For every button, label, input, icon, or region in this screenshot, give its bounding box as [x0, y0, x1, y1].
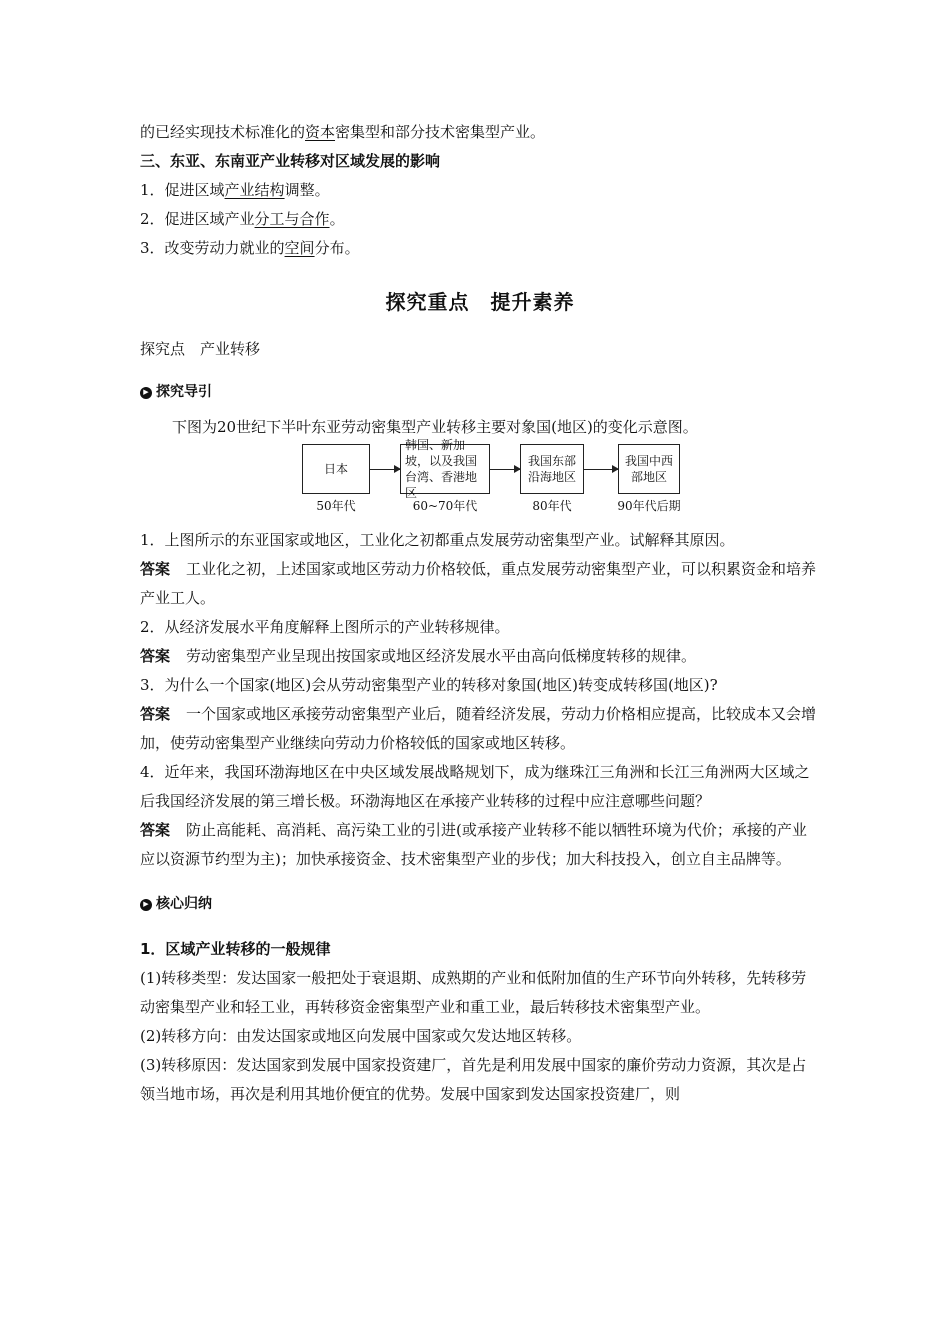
- section-heading: 三、东亚、东南亚产业转移对区域发展的影响: [140, 152, 441, 170]
- core-tag: ▶ 核心归纳: [140, 890, 820, 919]
- arrow-icon: [490, 469, 520, 470]
- answer-label: 答案: [140, 560, 171, 578]
- core-heading: 1．区域产业转移的一般规律: [140, 940, 331, 958]
- underlined-term: 资本: [305, 123, 336, 141]
- answer-label: 答案: [140, 705, 171, 723]
- guide-tag: ▶ 探究导引: [140, 378, 820, 407]
- answer: 答案 防止高能耗、高消耗、高污染工业的引进(或承接产业转移不能以牺牲环境为代价；承接的产业应以资源节约型为主)；加快承接资金、技术密集型产业的步伐；加大科技投入，创立自主品牌等。: [140, 821, 807, 868]
- question: 3．为什么一个国家(地区)会从劳动密集型产业的转移对象国(地区)转变成转移国(地区)?: [140, 676, 718, 694]
- arrow-icon: [370, 469, 400, 470]
- question: 1．上图所示的东亚国家或地区，工业化之初都重点发展劳动密集型产业。试解释其原因。: [140, 531, 735, 549]
- question: 4．近年来，我国环渤海地区在中央区域发展战略规划下，成为继珠江三角洲和长江三角洲两大区域之后我国经济发展的第三增长极。环渤海地区在承接产业转移的过程中应注意哪些问题？: [140, 763, 810, 810]
- arrow-icon: [584, 469, 618, 470]
- paragraph: (3)转移原因：发达国家到发展中国家投资建厂，首先是利用发展中国家的廉价劳动力资源，其次是占领当地市场，再次是利用其地价便宜的优势。发展中国家到发达国家投资建厂，则: [140, 1056, 807, 1103]
- answer: 答案 一个国家或地区承接劳动密集型产业后，随着经济发展，劳动力价格相应提高，比较成本又会增加，使劳动密集型产业继续向劳动力价格较低的国家或地区转移。: [140, 705, 817, 752]
- list-item: 2．促进区域产业分工与合作。: [140, 210, 345, 228]
- underlined-term: 空间: [284, 239, 315, 257]
- question: 2．从经济发展水平角度解释上图所示的产业转移规律。: [140, 618, 510, 636]
- era-label: 90年代后期: [617, 499, 681, 513]
- paragraph: (1)转移类型：发达国家一般把处于衰退期、成熟期的产业和低附加值的生产环节向外转移，先转移劳动密集型产业和轻工业，再转移资金密集型产业和重工业，最后转移技术密集型产业。: [140, 969, 807, 1016]
- play-circle-icon: ▶: [140, 899, 152, 911]
- transfer-diagram: [140, 438, 820, 522]
- era-label: 80年代: [532, 499, 572, 513]
- paragraph: (2)转移方向：由发达国家或地区向发展中国家或欠发达地区转移。: [140, 1027, 582, 1045]
- document-page: [140, 118, 820, 1109]
- text-line: 的已经实现技术标准化的资本密集型和部分技术密集型产业。: [140, 123, 546, 141]
- diagram-box-central-west: 我国中西部地区: [618, 444, 680, 494]
- page-section-title: 探究重点 提升素养: [385, 290, 575, 314]
- underlined-term: 分工与合作: [254, 210, 330, 228]
- answer: 答案 工业化之初，上述国家或地区劳动力价格较低，重点发展劳动密集型产业，可以积累资金和培养产业工人。: [140, 560, 817, 607]
- underlined-term: 产业结构: [224, 181, 285, 199]
- era-label: 60~70年代: [412, 499, 478, 513]
- list-item: 1．促进区域产业结构调整。: [140, 181, 330, 199]
- answer: 答案 劳动密集型产业呈现出按国家或地区经济发展水平由高向低梯度转移的规律。: [140, 647, 697, 665]
- play-circle-icon: ▶: [140, 387, 152, 399]
- era-label: 50年代: [316, 499, 356, 513]
- diagram-box-japan: 日本: [302, 444, 370, 494]
- list-item: 3．改变劳动力就业的空间分布。: [140, 239, 360, 257]
- answer-label: 答案: [140, 821, 171, 839]
- diagram-caption: 下图为20世纪下半叶东亚劳动密集型产业转移主要对象国(地区)的变化示意图。: [172, 418, 698, 436]
- answer-label: 答案: [140, 647, 171, 665]
- topic-subtitle: 探究点 产业转移: [140, 340, 261, 358]
- diagram-box-nics: 韩国、新加坡，以及我国台湾、香港地区: [400, 444, 490, 494]
- diagram-box-east-coast: 我国东部沿海地区: [520, 444, 584, 494]
